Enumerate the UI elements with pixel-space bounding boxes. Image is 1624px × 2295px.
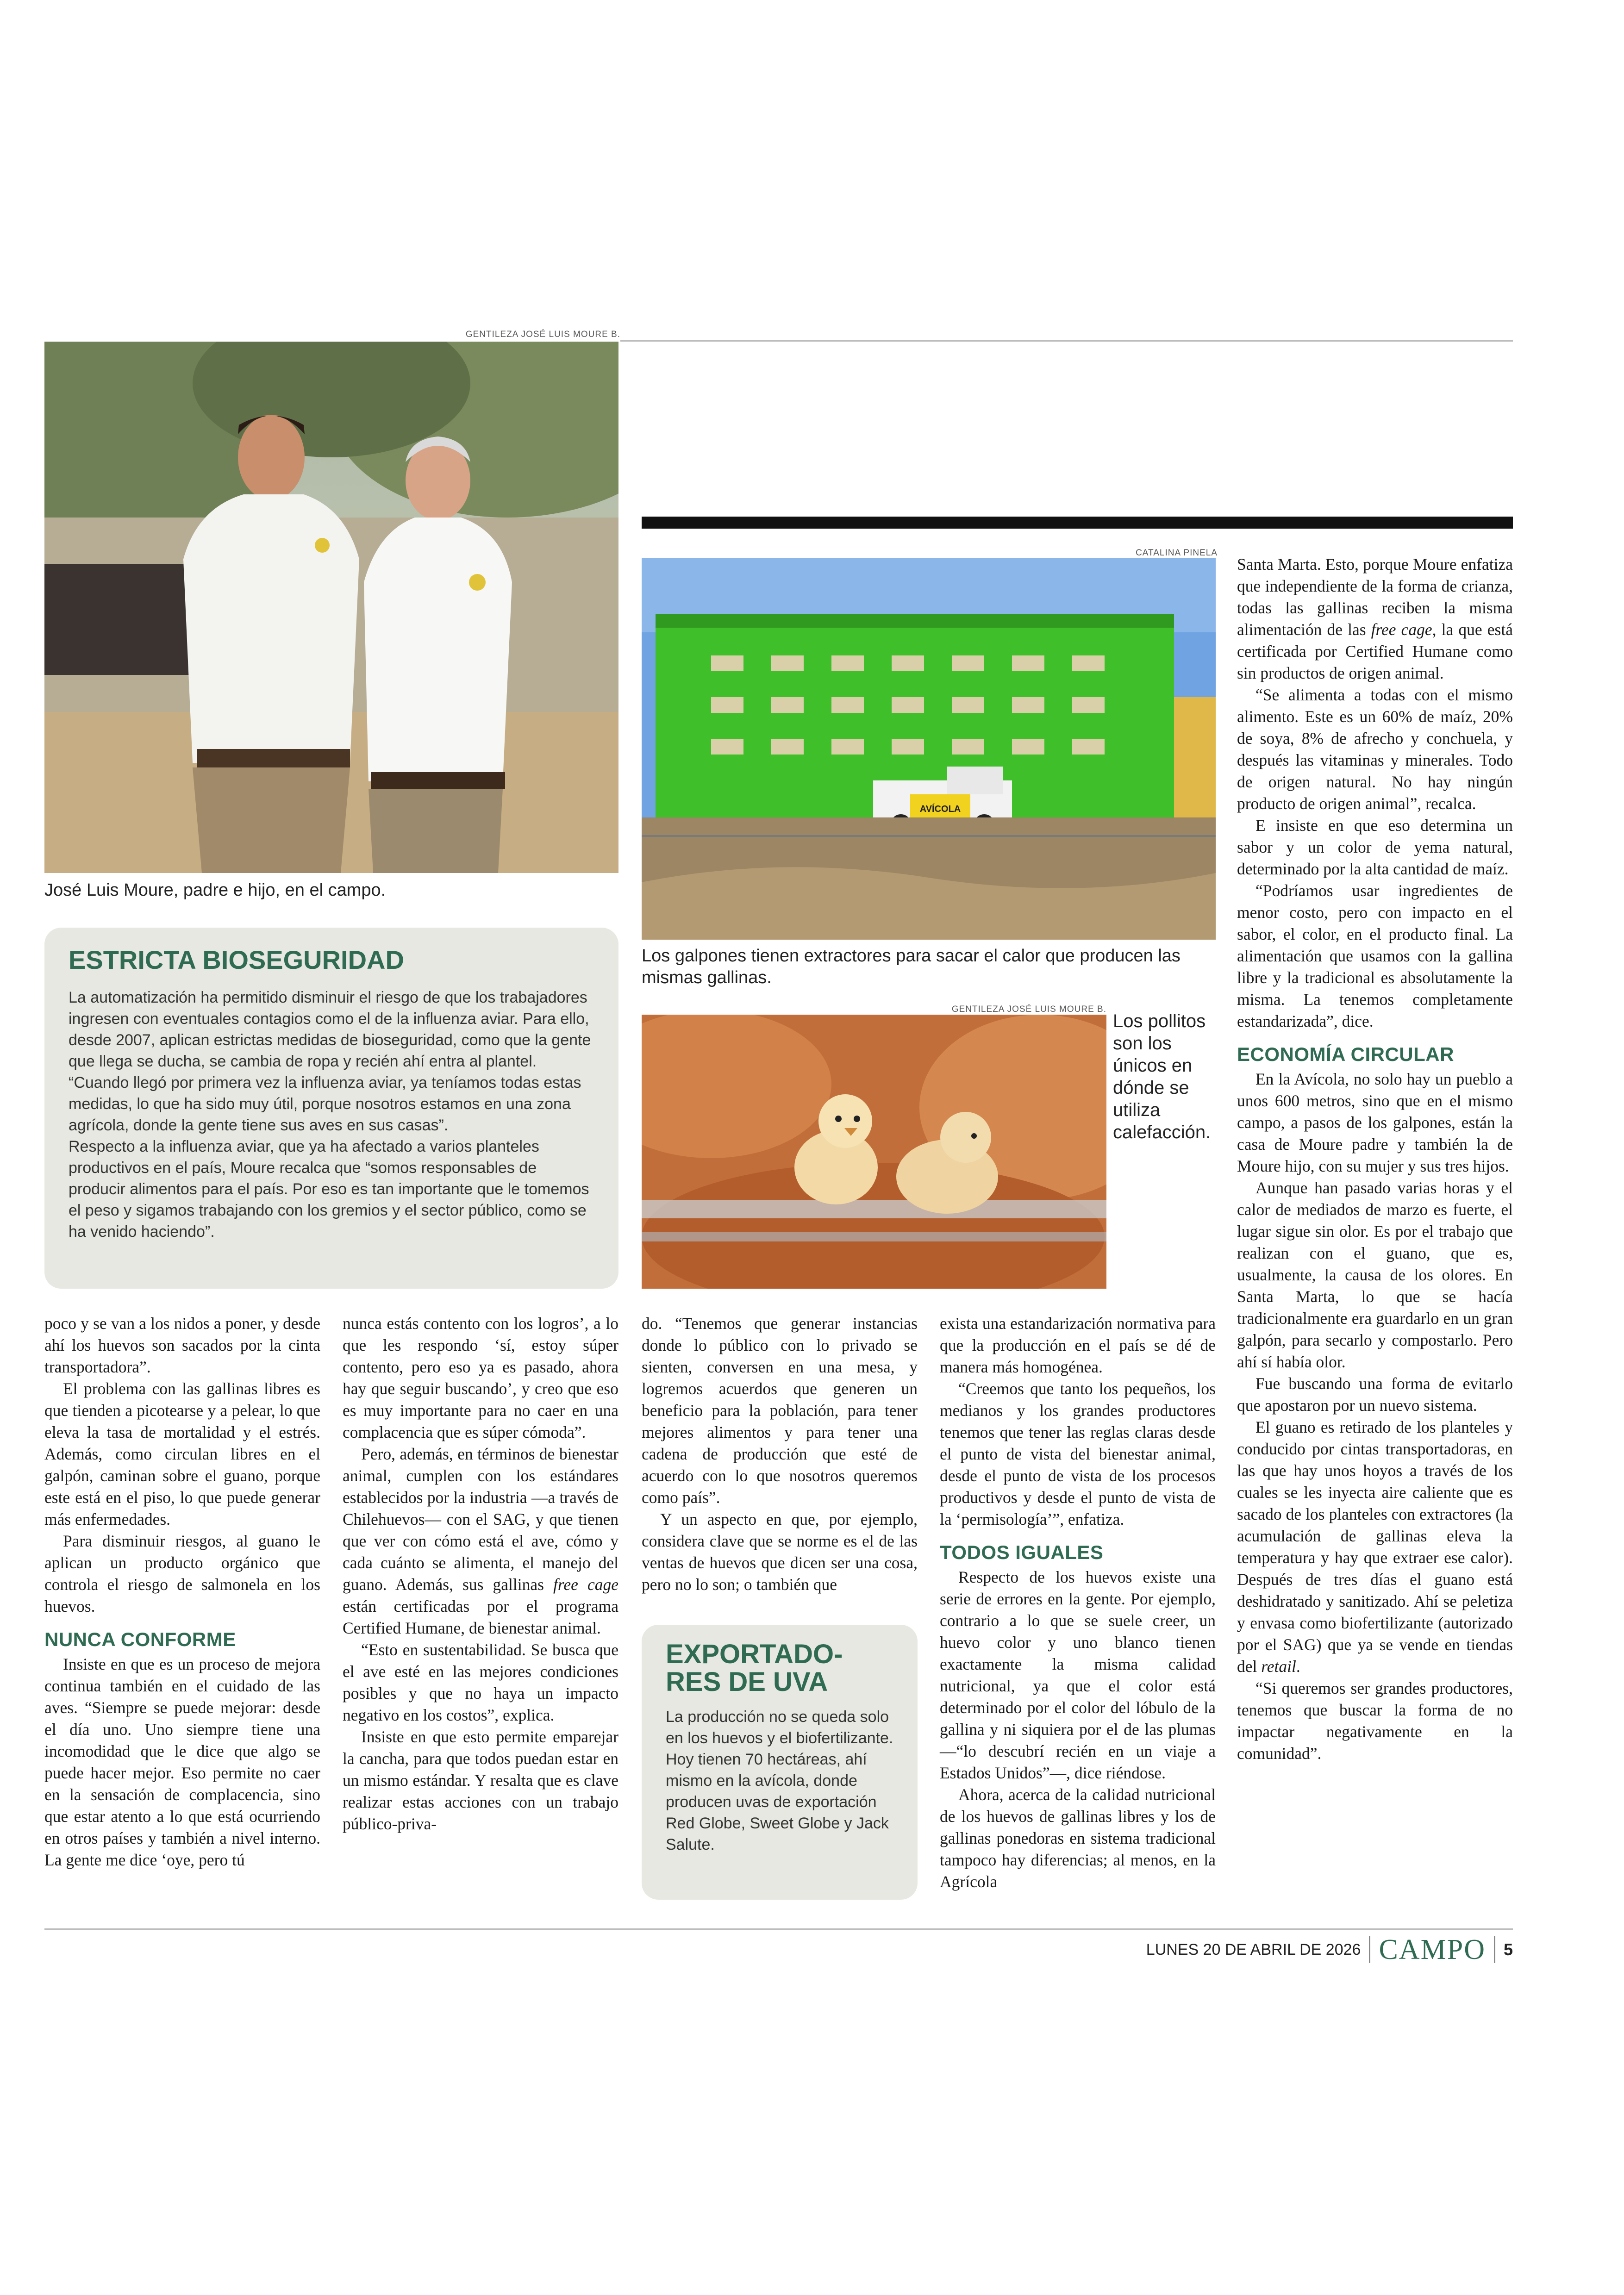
heading-economia-circular: ECONOMÍA CIRCULAR bbox=[1237, 1043, 1454, 1065]
col2-p2b: están certificadas por el programa Certified Humane, de bienestar animal. bbox=[343, 1597, 618, 1637]
col5-p1b: , la que está certificada por Certified Humane como sin productos de origen animal. bbox=[1237, 620, 1513, 682]
col2-p1: nunca estás contento con los logros’, a lo que les respondo ‘sí, estoy súper contento, pero eso ya es pasado, ahora hay que seguir buscando’, y creo que eso es muy importante para no caer en una complacencia que es súper cómoda”. bbox=[343, 1314, 618, 1441]
section-bar bbox=[642, 517, 1513, 529]
footer-divider-2 bbox=[1494, 1936, 1495, 1963]
footer-rule bbox=[44, 1928, 1513, 1930]
col1-p1: poco y se van a los nidos a poner, y desde ahí los huevos son sacados por la cinta transportadora”. bbox=[44, 1314, 320, 1376]
photo-barn bbox=[642, 558, 1216, 940]
box-bioseguridad bbox=[44, 928, 618, 1289]
col2-p2 bbox=[343, 1443, 618, 1639]
heading-todos-iguales: TODOS IGUALES bbox=[940, 1541, 1104, 1563]
caption-photo1: José Luis Moure, padre e hijo, en el campo. bbox=[44, 880, 386, 900]
col2-p3: “Esto en sustentabilidad. Se busca que el ave esté en las mejores condiciones posibles y que no haya un impacto negativo en los costos”, explica. bbox=[343, 1640, 618, 1724]
col2-p4: Insiste en que esto permite emparejar la cancha, para que todos puedan estar en un mismo estándar. Y resalta que es clave realizar estas acciones con un trabajo público-priva- bbox=[343, 1727, 618, 1833]
footer-page-number: 5 bbox=[1503, 1940, 1513, 1959]
box-exportadores bbox=[642, 1625, 918, 1900]
col2-p2em: free cage bbox=[553, 1575, 618, 1594]
col5-p8em: retail bbox=[1261, 1657, 1296, 1676]
column-3 bbox=[642, 1313, 918, 1596]
col4-p1: exista una estandarización normativa para que la producción en el país se dé de manera más homogénea. bbox=[940, 1314, 1216, 1376]
col5-p5: En la Avícola, no solo hay un pueblo a unos 600 metros, sino que en el mismo campo, a pasos de los galpones, están la casa de Moure padre y también la de Moure hijo, con su mujer y sus tres hijos. bbox=[1237, 1070, 1513, 1175]
photo-credit-3: GENTILEZA JOSÉ LUIS MOURE B. bbox=[951, 1004, 1106, 1014]
footer-section: CAMPO bbox=[1379, 1933, 1486, 1965]
chicks-illustration bbox=[642, 1015, 1106, 1289]
col1-p4: Insiste en que es un proceso de mejora continua también en el cuidado de las aves. “Siempre se puede mejorar: desde el día uno. Uno siempre tiene una incomodidad que le dice que algo se puede hacer mejor. Eso permite no caer en la sensación de complacencia, sino que estar atento a lo que está ocurriendo en otros países y también a nivel interno. La gente me dice ‘oye, pero tú bbox=[44, 1655, 320, 1869]
caption-photo3: Los pollitos son los únicos en dónde se utiliza calefacción. bbox=[1113, 1011, 1211, 1142]
photo-credit-1: GENTILEZA JOSÉ LUIS MOURE B. bbox=[465, 330, 620, 339]
footer-date: LUNES 20 DE ABRIL DE 2026 bbox=[1146, 1940, 1361, 1958]
col5-p8b: . bbox=[1296, 1657, 1300, 1676]
column-5 bbox=[1237, 554, 1513, 1765]
father-son-illustration bbox=[44, 342, 618, 873]
col5-p1a: Santa Marta. Esto, porque Moure enfatiza que independiente de la forma de crianza, todas las gallinas reciben la misma alimentación de las bbox=[1237, 555, 1513, 639]
col5-p8a: El guano es retirado de los planteles y conducido por cintas transportadoras, en las que hay unos hoyos a través de los cuales se les inyecta aire caliente que es sacado de los planteles con extractores (la acumulación de gallinas eleva la temperatura y hay que extraer ese calor). Después de tres días el guano está deshidratado y sanitizado. Ahí se peletiza y envasa como biofertilizante (autorizado por el SAG) que ya se vende en tiendas del bbox=[1237, 1418, 1513, 1676]
barn-sign-text: AVÍCOLA bbox=[919, 804, 961, 814]
col2-p2a: Pero, además, en términos de bienestar animal, cumplen con los estándares establecidos por la industria —a través de Chilehuevos— con el SAG, y que tienen que ver con cómo está el ave, cómo y cada cuánto se alimenta, el manejo del guano. Además, sus gallinas bbox=[343, 1445, 618, 1594]
box-bio-p2: Respecto a la influenza aviar, que ya ha afectado a varios planteles productivos en el país, Moure recalca que “somos responsables de producir alimentos para el país. Por eso es tan importante que le tomemos el peso y sigamos trabajando con los gremios y el sector público, como se ha venido haciendo”. bbox=[69, 1138, 589, 1241]
photo-credit-2: CATALINA PINELA bbox=[1136, 548, 1218, 558]
photo-father-son bbox=[44, 342, 618, 873]
col3-p2: Y un aspecto en que, por ejemplo, considera clave que se norme es el de las ventas de huevos que dicen ser una cosa, pero no lo son; o también que bbox=[642, 1510, 918, 1594]
footer-divider-1 bbox=[1369, 1936, 1370, 1963]
box-bio-p1: La automatización ha permitido disminuir el riesgo de que los trabajadores ingresen con eventuales contagios como el de la influenza aviar. Para ello, desde 2007, aplican estrictas medidas de bioseguridad, como que la gente que llega se ducha, se cambia de ropa y recién ahí entra al plantel. “Cuando llegó por primera vez la influenza aviar, ya teníamos todas estas medidas, lo que ha sido muy útil, porque nosotros estamos en una zona agrícola, donde la gente tiene sus aves en sus casas”. bbox=[69, 989, 591, 1134]
col5-p6: Aunque han pasado varias horas y el calor de mediados de marzo es fuerte, el lugar sigue sin olor. Es por el trabajo que realizan con el guano, que es, usualmente, la causa de los olores. En Santa Marta, lo que se hacía tradicionalmente era guardarlo en un gran galpón, para secarlo y compostarlo. Pero ahí sí había olor. bbox=[1237, 1179, 1513, 1371]
caption-photo2: Los galpones tienen extractores para sacar el calor que producen las mismas gallinas. bbox=[642, 946, 1181, 987]
col3-p1: do. “Tenemos que generar instancias donde lo público con lo privado se sienten, conversen en una mesa, y logremos acuerdos que generen un beneficio para la población, para tener mejores alimentos y para tener una cadena de producción que esté de acuerdo con lo que nosotros queremos como país”. bbox=[642, 1314, 918, 1507]
barn-illustration bbox=[642, 558, 1216, 940]
top-rule bbox=[620, 340, 1513, 342]
column-1 bbox=[44, 1313, 320, 1871]
box-uva-text bbox=[666, 1706, 897, 1855]
box-uva-title-line2: RES DE UVA bbox=[666, 1667, 828, 1697]
col5-p1 bbox=[1237, 554, 1513, 684]
col5-p8 bbox=[1237, 1416, 1513, 1678]
box-uva-title-line1: EXPORTADO- bbox=[666, 1639, 843, 1669]
col4-p4: Ahora, acerca de la calidad nutricional de los huevos de gallinas libres y los de gallinas ponedoras en sistema tradicional tampoco hay diferencias; al menos, en la Agrícola bbox=[940, 1785, 1216, 1891]
box-uva-p: La producción no se queda solo en los huevos y el biofertilizante. Hoy tienen 70 hectáreas, ahí mismo en la avícola, donde producen uvas de exportación Red Globe, Sweet Globe y Jack Salute. bbox=[666, 1708, 893, 1853]
col5-p9: “Si queremos ser grandes productores, tenemos que buscar la forma de no impactar negativamente en la comunidad”. bbox=[1237, 1679, 1513, 1763]
col4-p3: Respecto de los huevos existe una serie de errores en la gente. Por ejemplo, contrario a lo que se suele creer, un huevo color y uno blanco tienen exactamente la misma calidad nutricional, ya que el color está determinado por el color del lóbulo de la gallina y ni siquiera por el de las plumas —“lo descubrí recién en un viaje a Estados Unidos”—, dice riéndose. bbox=[940, 1568, 1216, 1782]
column-4 bbox=[940, 1313, 1216, 1893]
col5-p1em: free cage bbox=[1371, 620, 1432, 639]
col5-p2: “Se alimenta a todas con el mismo alimento. Este es un 60% de maíz, 20% de soya, 8% de afrecho y conchuela, y después las vitaminas y minerales. Todo de origen natural. No hay ningún producto de origen animal”, recalca. bbox=[1237, 686, 1513, 813]
photo-chicks bbox=[642, 1015, 1106, 1289]
col5-p7: Fue buscando una forma de evitarlo que apostaron por un nuevo sistema. bbox=[1237, 1374, 1513, 1415]
col1-p3: Para disminuir riesgos, al guano le aplican un producto orgánico que controla el riesgo de salmonela en los huevos. bbox=[44, 1532, 320, 1615]
col1-p2: El problema con las gallinas libres es que tienden a picotearse y a pelear, lo que eleva la tasa de mortalidad y el estrés. Además, como circulan libres en el galpón, caminan sobre el guano, porque este está en el piso, lo que puede generar más enfermedades. bbox=[44, 1379, 320, 1528]
box-bio-text bbox=[69, 987, 592, 1242]
column-2 bbox=[343, 1313, 618, 1835]
footer bbox=[1102, 1931, 1513, 1968]
col5-p3: E insiste en que eso determina un sabor y un color de yema natural, determinado por la alta cantidad de maíz. bbox=[1237, 816, 1513, 878]
box-uva-title bbox=[666, 1640, 843, 1696]
col5-p4: “Podríamos usar ingredientes de menor costo, pero con impacto en el sabor, el color, en el producto final. La alimentación que usamos con la gallina libre y la tradicional es absolutamente la misma. La tenemos completamente estandarizada”, dice. bbox=[1237, 881, 1513, 1030]
col4-p2: “Creemos que tanto los pequeños, los medianos y los grandes productores tenemos que tener las reglas claras desde el punto de vista del bienestar animal, desde el punto de vista de los procesos productivos y desde el punto de vista de la ‘permisología’”, enfatiza. bbox=[940, 1379, 1216, 1528]
heading-nunca-conforme: NUNCA CONFORME bbox=[44, 1628, 236, 1650]
box-bio-title: ESTRICTA BIOSEGURIDAD bbox=[69, 945, 404, 974]
